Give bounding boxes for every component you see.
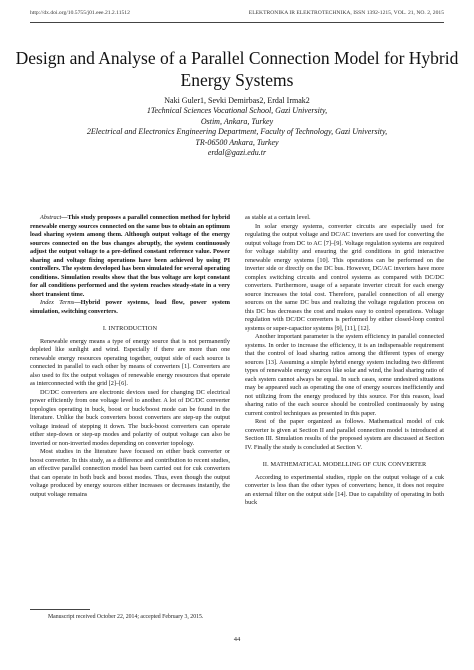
body-paragraph: Renewable energy means a type of energy source that is not permanently depleted like sunlight and wind. Especially if there are more than one renewable energy resources operating together, output side of each source is connected in parallel to each other by means of converters [1]. Converters are also used to fix the output voltages of renewable energy resources that operate as interconnected with the grid [2]–[6]. xyxy=(30,337,230,387)
header-rule xyxy=(30,22,444,23)
author-email: erdal@gazi.edu.tr xyxy=(207,148,267,158)
left-column xyxy=(30,214,230,499)
body-paragraph: DC/DC converters are electronic devices used for changing DC electrical power efficiently from one voltage level to another. A lot of DC/DC converter topologies operating in buck, boost or buck/boost mode can be found in the literature. Unlike the buck converters boost converters are step-up the output voltage instead of stepping it down. The buck-boost converters can operate either step-down or step-up modes and polarity of output voltage can also be inverted or non-inverted modes depending on converter topology. xyxy=(30,388,230,447)
abstract-lead: Abstract xyxy=(40,214,62,221)
index-terms-text: —Hybrid power systems, load flow, power system simulation, switching converters. xyxy=(30,299,230,315)
index-terms-lead: Index Terms xyxy=(40,299,75,306)
abstract-text: —This study proposes a parallel connection method for hybrid renewable energy sources connected on the same bus to obtain an optimum load sharing system among them. Although output voltage of the energy sources connected on the bus changes abruptly, the system continuously adjust the output voltage to a pre-defined constant reference value. Power sharing and voltage fixing operations have been achieved by using PI controllers. The system developed has been simulated for several operating conditions. Simulation results show that the bus voltage are kept constant for all conditions performed and the system reaches steady-state in a very short transient time. xyxy=(30,214,230,298)
body-paragraph: Rest of the paper organized as follows. Mathematical model of cuk converter is given at Section II and parallel connection model is introduced at Section III. Simulation results of the proposed system are discussed at Section IV. Finally the study is concluded at Section V. xyxy=(245,418,444,451)
footnote: Manuscript received October 22, 2014; accepted February 3, 2015. xyxy=(48,614,204,620)
body-paragraph: Most studies in the literature have focused on either buck converter or boost converter. In this study, as a difference and contribution to recent studies, an effective parallel connection model has been carried out for cuk converters that can operate in both buck and boost modes. Thus, even though the output voltage produced by energy sources either increases or decreases instantly, the output voltage remains xyxy=(30,448,230,498)
body-paragraph: as stable at a certain level. xyxy=(245,214,311,221)
affiliation-2-line-1: 2Electrical and Electronics Engineering Department, Faculty of Technology, Gazi University, xyxy=(86,127,388,137)
abstract xyxy=(30,214,230,299)
affiliation-1-line-2: Ostim, Ankara, Turkey xyxy=(200,116,274,126)
section-heading-cuk-converter: II. MATHEMATICAL MODELLING OF CUK CONVERTER xyxy=(262,461,427,468)
paper-title: Design and Analyse of a Parallel Connection Model for Hybrid Energy Systems xyxy=(15,48,459,90)
affiliation-2-line-2: TR-06500 Ankara, Turkey xyxy=(195,137,279,147)
page-number: 44 xyxy=(233,636,241,643)
footnote-rule xyxy=(30,609,90,610)
author-names: Naki Guler1, Sevki Demirbas2, Erdal Irmak2 xyxy=(164,96,310,105)
author-block xyxy=(0,96,474,158)
section-heading-introduction: I. INTRODUCTION xyxy=(102,325,158,332)
body-paragraph: Another important parameter is the system efficiency in parallel connected systems. In order to increase the efficiency, it is an indispensable requirement that the control of load sharing ratios among the different types of energy sources [13]. Assuming a simple hybrid energy system including two different types of renewable energy sources like solar and wind, the load sharing ratio of each system cannot always be equal. In such cases, some undesired situations may be appeared such as operating the one of energy sources inefficiently and not utilizing from the energy produced by this source. For this reason, load sharing ratio of the each source should be controlled continuously by using current control techniques as presented in this paper. xyxy=(245,333,444,417)
affiliation-1-line-1: 1Technical Sciences Vocational School, Gazi University, xyxy=(146,106,328,116)
right-column xyxy=(245,214,444,508)
body-paragraph: In solar energy systems, converter circuits are especially used for regulating the output voltage and DC/AC inverters are used for converting the output voltage from DC to AC [7]–[9]. Voltage regulation systems are required for voltage stability and ensuring the grid conditions in grid interactive renewable energy systems [10]. This operations can be performed on the inverter side or directly on the DC bus. However, DC/AC inverters have more complex switching circuits and control systems as compared with DC/DC converters. Furthermore, usage of a separate inverter circuit for each energy source increases the total cost. Therefore, parallel connection of all energy sources on the same DC bus and realizing the voltage regulation process on this DC bus decreases the cost and makes easy to control operations. Voltage regulation with DC/DC converters is performed by either closed-loop control systems or super-capacitor systems [9], [11], [12]. xyxy=(245,222,444,332)
body-paragraph: According to experimental studies, ripple on the output voltage of a cuk converter is less than the other types of converters; hence, it does not require an external filter on the output side [14]. Due to capability of operating in both buck xyxy=(245,473,444,506)
header-journal: ELEKTRONIKA IR ELEKTROTECHNIKA, ISSN 1392-1215, VOL. 21, NO. 2, 2015 xyxy=(248,10,444,16)
index-terms xyxy=(30,299,230,316)
header-doi: http://dx.doi.org/10.5755/j01.eee.21.2.11512 xyxy=(30,10,130,16)
